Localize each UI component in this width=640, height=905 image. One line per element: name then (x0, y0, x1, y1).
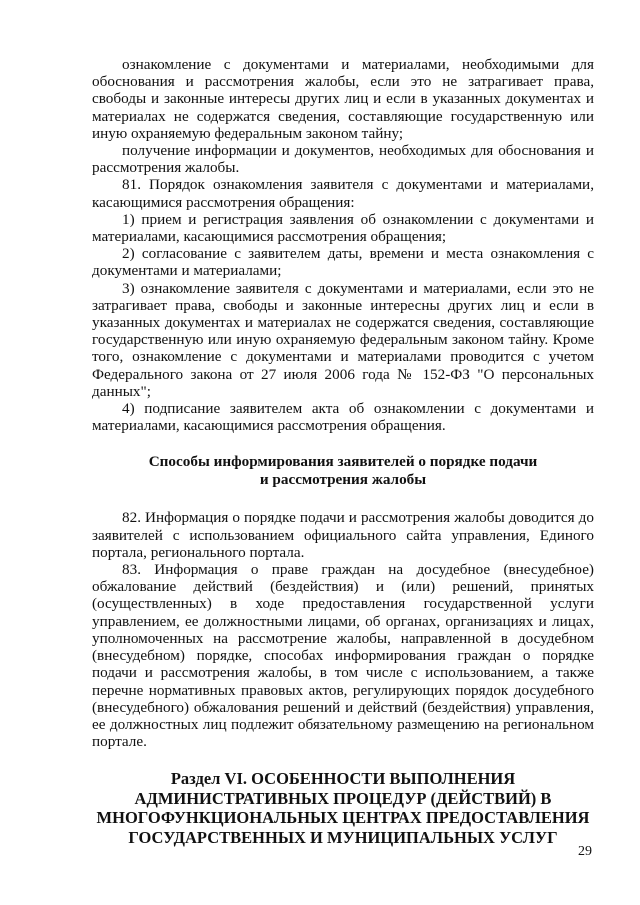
top-paragraph: 2) согласование с заявителем даты, времени и места ознакомления с документами и материалами; (92, 245, 594, 280)
page-number: 29 (578, 844, 592, 859)
part-heading (92, 769, 594, 847)
bottom-paragraph: 82. Информация о порядке подачи и рассмотрения жалобы доводится до заявителей с использованием официального сайта управления, Единого портала, регионального портала. (92, 509, 594, 561)
bottom-paragraphs (92, 509, 594, 750)
top-paragraph: 3) ознакомление заявителя с документами и материалами, если это не затрагивает права, свободы и законные интересны других лиц и если в указанных документах и материалах не содержатся сведения, составляющие государственную или иную охраняемую федеральным законом тайну. Кроме того, ознакомление с документами и материалами проводится с учетом Федерального закона от 27 июля 2006 года № 152-ФЗ "О персональных данных"; (92, 279, 594, 400)
top-paragraph: 81. Порядок ознакомления заявителя с документами и материалами, касающимися рассмотрения обращения: (92, 176, 594, 211)
bottom-paragraph: 83. Информация о праве граждан на досудебное (внесудебное) обжалование действий (бездействия) и (или) решений, принятых (осуществленных) в ходе предоставления государственной услуги управлением, ее должностными лицами, об органах, организациях и лицах, уполномоченных на рассмотрение жалобы, направленной в досудебном (внесудебном) порядке, способах информирования граждан о порядке подачи и рассмотрения жалобы, в том числе с использованием, а также перечне нормативных правовых актов, регулирующих порядок досудебного (внесудебного) обжалования решений и действий (бездействия) управления, ее должностных лиц подлежит обязательному размещению на региональном портале. (92, 561, 594, 751)
top-paragraph: 1) прием и регистрация заявления об ознакомлении с документами и материалами, касающимися рассмотрения обращения; (92, 210, 594, 246)
part-heading-line-1: Раздел VI. ОСОБЕННОСТИ ВЫПОЛНЕНИЯ (170, 769, 516, 789)
part-heading-line-2: АДМИНИСТРАТИВНЫХ ПРОЦЕДУР (ДЕЙСТВИЙ) В (134, 788, 552, 808)
part-heading-line-4: ГОСУДАРСТВЕННЫХ И МУНИЦИПАЛЬНЫХ УСЛУГ (128, 827, 558, 847)
section-heading-line-1: Способы информирования заявителей о порядке подачи (148, 453, 538, 471)
top-paragraph: получение информации и документов, необходимых для обоснования и рассмотрения жалобы. (92, 142, 594, 177)
document-page (92, 56, 594, 847)
top-paragraph: 4) подписание заявителем акта об ознакомлении с документами и материалами, касающимися рассмотрения обращения. (92, 400, 594, 435)
top-paragraph: ознакомление с документами и материалами, необходимыми для обоснования и рассмотрения жалобы, если это не затрагивает права, свободы и законные интересы других лиц и если в указанных документах и материалах не содержатся сведения, составляющие государственную или иную охраняемую федеральным законом тайну; (92, 56, 594, 142)
section-heading-line-2: и рассмотрения жалобы (259, 470, 427, 488)
top-paragraphs (92, 56, 594, 434)
section-heading (92, 453, 594, 488)
part-heading-line-3: МНОГОФУНКЦИОНАЛЬНЫХ ЦЕНТРАХ ПРЕДОСТАВЛЕНИЯ (96, 808, 590, 828)
